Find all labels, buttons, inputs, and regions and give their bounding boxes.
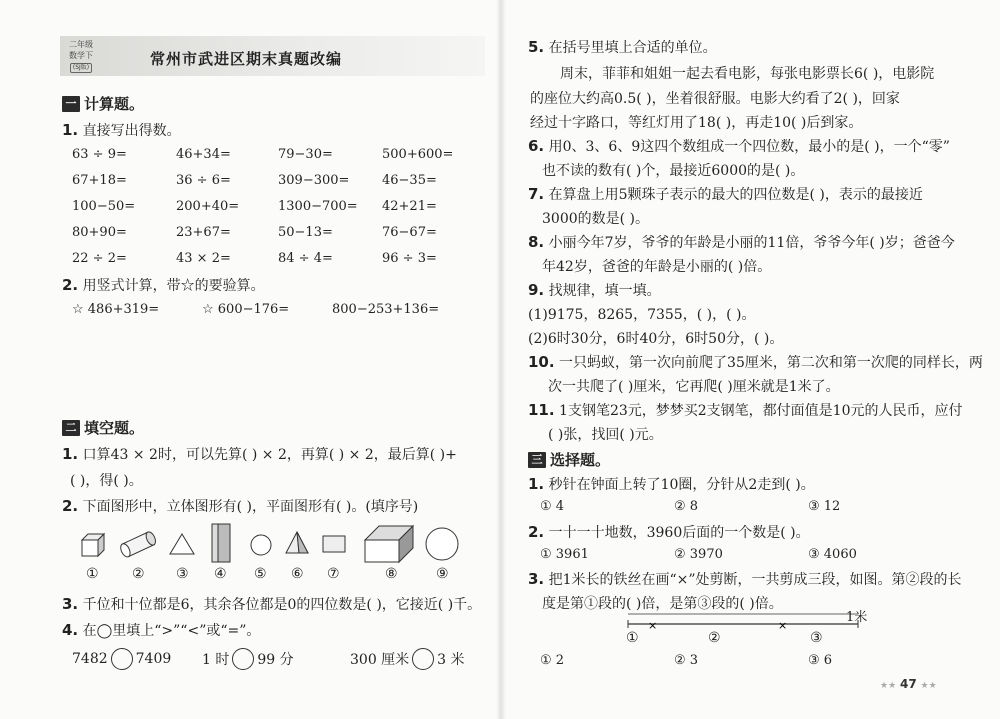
question-number: 8. [528, 233, 545, 251]
compare-left: 300 厘米 [350, 652, 410, 668]
fill-q9-line2: (2)6时30分，6时40分，6时50分，( )。 [528, 331, 784, 347]
calc-q1 [62, 120, 181, 140]
shape-label-8: ⑧ [385, 566, 398, 582]
shape-sphere [424, 526, 460, 562]
shape-rectangle [321, 534, 347, 554]
choice-q1-option-2[interactable]: ② 8 [674, 499, 699, 514]
question-number: 2. [528, 523, 545, 541]
stars-right-icon: ★★ [920, 681, 937, 691]
question-number: 1. [62, 445, 79, 463]
choice-q3-line2: 度是第①段的( )倍，是第③段的( )倍。 [542, 596, 783, 612]
calc-item: 80+90= [72, 225, 127, 240]
compare-item-1 [72, 648, 171, 670]
grade-line: 二年级 [69, 40, 93, 49]
question-text: 下面图形中，立体图形有( )，平面图形有( )。(填序号) [82, 499, 419, 515]
shape-label-9: ⑨ [436, 566, 449, 582]
calc-item: 500+600= [382, 147, 454, 162]
question-number: 5. [528, 38, 545, 56]
edition-tag: (SJ版) [70, 63, 92, 73]
choice-q2-option-2[interactable]: ② 3970 [674, 547, 723, 562]
calc-item: 36 ÷ 6= [176, 173, 231, 188]
compare-item-2 [202, 648, 294, 670]
choice-q3-option-1[interactable]: ① 2 [540, 653, 565, 668]
fill-q10-line2: 次一共爬了( )厘米，它再爬( )厘米就是1米了。 [548, 379, 840, 395]
fill-q5-line2: 的座位大约高0.5( )，坐着很舒服。电影大约看了2( )，回家 [530, 91, 900, 107]
choice-q2-option-1[interactable]: ① 3961 [540, 547, 589, 562]
compare-left: 1 时 [202, 652, 230, 668]
shape-circle [249, 533, 273, 557]
page-title: 常州市武进区期末真题改编 [150, 50, 343, 68]
calc-item: 76−67= [382, 225, 437, 240]
calc-item: 200+40= [176, 199, 240, 214]
choice-q2-option-3[interactable]: ③ 4060 [808, 547, 857, 562]
question-text: 千位和十位都是6，其余各位都是0的四位数是( )，它接近( )千。 [82, 597, 482, 613]
segment-label-2: ② [708, 630, 721, 646]
question-text: 在括号里填上合适的单位。 [548, 40, 717, 56]
question-number: 9. [528, 281, 545, 299]
choice-q3 [528, 569, 962, 589]
question-text: 秒针在钟面上转了10圈，分针从2走到( )。 [548, 477, 815, 493]
stars-left-icon: ★★ [880, 681, 897, 691]
question-text: 用0、3、6、9这四个数组成一个四位数，最小的是( )，一个“零” [548, 139, 950, 155]
page-number [880, 677, 937, 691]
section-badge: 一 [62, 96, 80, 112]
calc-item: 96 ÷ 3= [382, 251, 437, 266]
vertical-calc-3: 800−253+136= [332, 302, 440, 317]
page-number-text: 47 [899, 677, 917, 691]
fill-q9 [528, 280, 661, 300]
compare-circle[interactable] [232, 648, 254, 670]
calc-item: 22 ÷ 2= [72, 251, 127, 266]
calc-item: 1300−700= [278, 199, 358, 214]
shape-pyramid [284, 530, 310, 556]
choice-q1-option-3[interactable]: ③ 12 [808, 499, 841, 514]
question-text: 用竖式计算，带☆的要验算。 [82, 278, 265, 294]
shape-cuboid-tall [210, 522, 234, 564]
fill-q3 [62, 594, 481, 614]
compare-right: 7409 [135, 651, 172, 667]
calc-item: 79−30= [278, 147, 333, 162]
fill-q6 [528, 136, 950, 156]
shape-cube [78, 530, 108, 558]
cut-mark-2: × [778, 619, 788, 632]
shape-label-6: ⑥ [291, 566, 304, 582]
wire-diagram [620, 606, 870, 656]
question-text: 1支钢笔23元，梦梦买2支钢笔，都付面值是10元的人民币，应付 [559, 403, 963, 419]
choice-q1-option-1[interactable]: ① 4 [540, 499, 565, 514]
page-fold [496, 0, 506, 719]
shape-label-2: ② [132, 566, 145, 582]
fill-q11 [528, 400, 962, 420]
fill-q7-line2: 3000的数是( )。 [542, 211, 650, 227]
segment-label-1: ① [626, 630, 639, 646]
section-title-text: 填空题。 [84, 419, 145, 437]
question-number: 3. [62, 595, 79, 613]
calc-item: 67+18= [72, 173, 127, 188]
calc-item: 63 ÷ 9= [72, 147, 127, 162]
question-number: 6. [528, 137, 545, 155]
fill-q4 [62, 620, 260, 640]
compare-right: 99 分 [257, 652, 294, 668]
section-badge: 三 [528, 452, 546, 468]
fill-q5-line3: 经过十字路口，等红灯用了18( )，再走10( )后到家。 [530, 115, 863, 131]
shape-triangle [168, 532, 196, 556]
choice-q2 [528, 522, 810, 542]
question-text: 在算盘上用5颗珠子表示的最大的四位数是( )，表示的最接近 [548, 187, 923, 203]
question-text: 一十一十地数，3960后面的一个数是( )。 [548, 525, 810, 541]
fill-q2 [62, 496, 418, 516]
calc-q2 [62, 275, 265, 295]
question-number: 10. [528, 353, 555, 371]
shape-label-4: ④ [214, 566, 227, 582]
section-fill-title [62, 417, 144, 438]
question-text: 一只蚂蚁，第一次向前爬了35厘米，第二次和第一次爬的同样长，两 [559, 355, 983, 371]
compare-right: 3 米 [437, 652, 465, 668]
section-calc-title [62, 93, 144, 114]
question-text: 直接写出得数。 [82, 123, 181, 139]
fill-q7 [528, 184, 923, 204]
fill-q1 [62, 444, 457, 464]
calc-item: 50−13= [278, 225, 333, 240]
cut-mark-1: × [648, 619, 658, 632]
compare-left: 7482 [72, 651, 108, 667]
question-number: 1. [528, 475, 545, 493]
calc-item: 46−35= [382, 173, 437, 188]
fill-q8 [528, 232, 955, 252]
vertical-calc-2: ☆ 600−176= [202, 302, 290, 317]
question-number: 7. [528, 185, 545, 203]
question-number: 2. [62, 497, 79, 515]
shape-label-5: ⑤ [254, 566, 267, 582]
question-text: 找规律，填一填。 [548, 283, 661, 299]
section-title-text: 计算题。 [84, 95, 145, 113]
question-number: 11. [528, 401, 555, 419]
choice-q1 [528, 474, 815, 494]
fill-q9-line1: (1)9175，8265，7355，( )，( )。 [528, 307, 756, 323]
calc-item: 42+21= [382, 199, 437, 214]
fill-q5 [528, 37, 717, 57]
compare-circle[interactable] [412, 648, 434, 670]
calc-item: 100−50= [72, 199, 136, 214]
fill-q10 [528, 352, 983, 372]
subject-line: 数学下 [69, 51, 93, 60]
compare-circle[interactable] [111, 648, 133, 670]
shape-label-1: ① [86, 566, 99, 582]
shape-cuboid-long [363, 524, 415, 564]
shape-label-3: ③ [176, 566, 189, 582]
question-number: 4. [62, 621, 79, 639]
section-badge: 二 [62, 420, 80, 436]
question-number: 1. [62, 121, 79, 139]
fill-q6-line2: 也不读的数有( )个，最接近6000的是( )。 [542, 163, 805, 179]
section-choice-title [528, 449, 610, 470]
fill-q11-line2: ( )张，找回( )元。 [548, 427, 663, 443]
question-number: 2. [62, 276, 79, 294]
segment-label-3: ③ [810, 630, 823, 646]
calc-item: 46+34= [176, 147, 231, 162]
vertical-calc-1: ☆ 486+319= [72, 302, 160, 317]
calc-item: 23+67= [176, 225, 231, 240]
question-text: 口算43 × 2时，可以先算( ) × 2，再算( ) × 2，最后算( )+ [82, 447, 457, 463]
question-text: 小丽今年7岁，爷爷的年龄是小丽的11倍，爷爷今年( )岁；爸爸今 [548, 235, 955, 251]
shape-label-7: ⑦ [327, 566, 340, 582]
shape-cylinder [118, 528, 160, 560]
fill-q8-line2: 年42岁，爸爸的年龄是小丽的( )倍。 [542, 259, 772, 275]
fill-q1-line2: ( )，得( )。 [70, 473, 143, 489]
question-text: 把1米长的铁丝在画“×”处剪断，一共剪成三段，如图。第②段的长 [548, 572, 962, 588]
calc-item: 309−300= [278, 173, 350, 188]
section-title-text: 选择题。 [550, 451, 611, 469]
question-number: 3. [528, 570, 545, 588]
choice-q3-option-3[interactable]: ③ 6 [808, 653, 833, 668]
fill-q5-line1: 周末，菲菲和姐姐一起去看电影，每张电影票长6( )，电影院 [560, 66, 935, 82]
question-text: 在◯里填上“>”“<”或“=”。 [82, 623, 261, 639]
choice-q3-option-2[interactable]: ② 3 [674, 653, 699, 668]
calc-item: 84 ÷ 4= [278, 251, 333, 266]
wire-length-label: 1米 [846, 610, 868, 625]
grade-label [62, 39, 100, 73]
calc-item: 43 × 2= [176, 251, 231, 266]
compare-item-3 [350, 648, 465, 670]
